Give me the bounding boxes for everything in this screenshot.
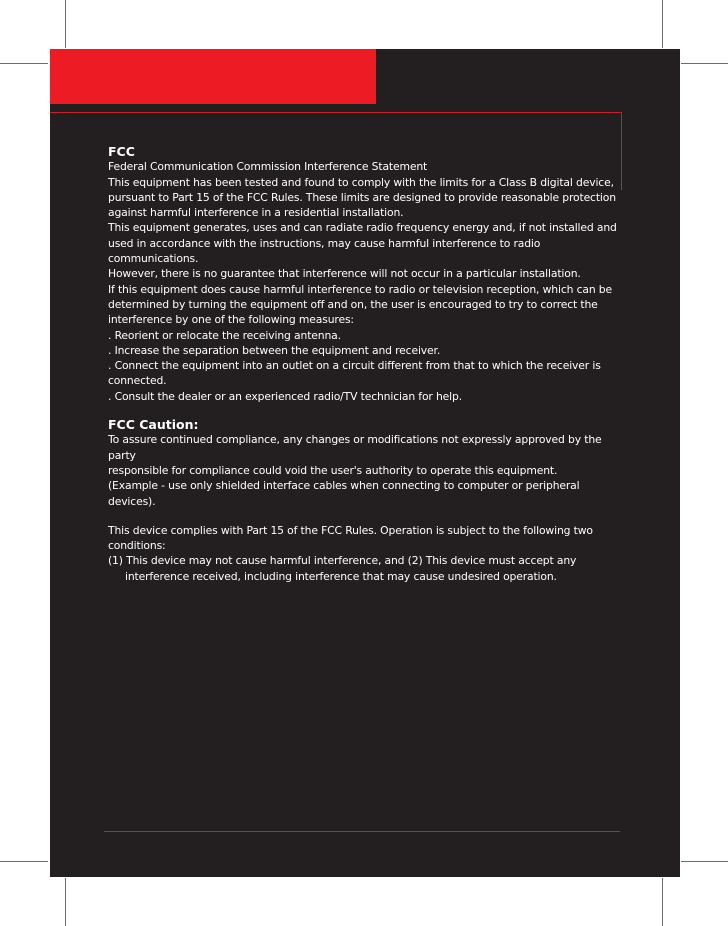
crop-mark [662, 878, 663, 926]
paragraph-line: interference by one of the following measures: [108, 313, 354, 327]
paragraph-line: However, there is no guarantee that interference will not occur in a particular installation. [108, 267, 581, 281]
crop-mark [0, 63, 48, 64]
paragraph-line: responsible for compliance could void the user's authority to operate this equipment. [108, 463, 558, 477]
paragraph-line: used in accordance with the instructions, may cause harmful interference to radio communications. [108, 236, 541, 266]
crop-mark [65, 878, 66, 926]
fcc-caution-heading: FCC Caution: [108, 417, 199, 433]
crop-mark [681, 63, 728, 64]
crop-mark [681, 861, 728, 862]
paragraph-line: This device complies with Part 15 of the FCC Rules. Operation is subject to the following two [108, 523, 593, 537]
paragraph-line-continued: interference received, including interference that may cause undesired operation. [125, 569, 557, 583]
paragraph-line: conditions: [108, 539, 166, 553]
paragraph-line: To assure continued compliance, any changes or modifications not expressly approved by the party [108, 433, 602, 462]
paragraph-line: If this equipment does cause harmful interference to radio or television reception, which can be [108, 282, 613, 296]
measure-item: . Consult the dealer or an experienced radio/TV technician for help. [108, 389, 462, 403]
paragraph-line: pursuant to Part 15 of the FCC Rules. These limits are designed to provide reasonable protection [108, 190, 616, 204]
paragraph-line: (1) This device may not cause harmful interference, and (2) This device must accept any [108, 554, 577, 568]
paragraph-line: (Example - use only shielded interface cables when connecting to computer or peripheral devices). [108, 479, 580, 508]
statement-title: Federal Communication Commission Interference Statement [108, 160, 428, 174]
fcc-heading: FCC [108, 144, 135, 159]
crop-mark [662, 0, 663, 48]
crop-mark [0, 861, 48, 862]
crop-mark [65, 0, 66, 48]
paragraph-line: determined by turning the equipment off and on, the user is encouraged to try to correct the [108, 297, 598, 311]
red-header-block [50, 49, 376, 104]
paragraph-line: This equipment generates, uses and can radiate radio frequency energy and, if not installed and [108, 221, 617, 235]
paragraph-line: against harmful interference in a residential installation. [108, 206, 404, 220]
document-body [108, 144, 622, 584]
measure-item-continued: connected. [108, 374, 167, 388]
frame-line-top [50, 112, 622, 113]
frame-line-bottom [104, 831, 620, 832]
measure-item: . Reorient or relocate the receiving antenna. [108, 328, 341, 342]
measure-item: . Connect the equipment into an outlet on a circuit different from that to which the receiver is [108, 359, 601, 373]
paragraph-line: This equipment has been tested and found to comply with the limits for a Class B digital device, [108, 175, 614, 189]
measure-item: . Increase the separation between the equipment and receiver. [108, 343, 441, 357]
